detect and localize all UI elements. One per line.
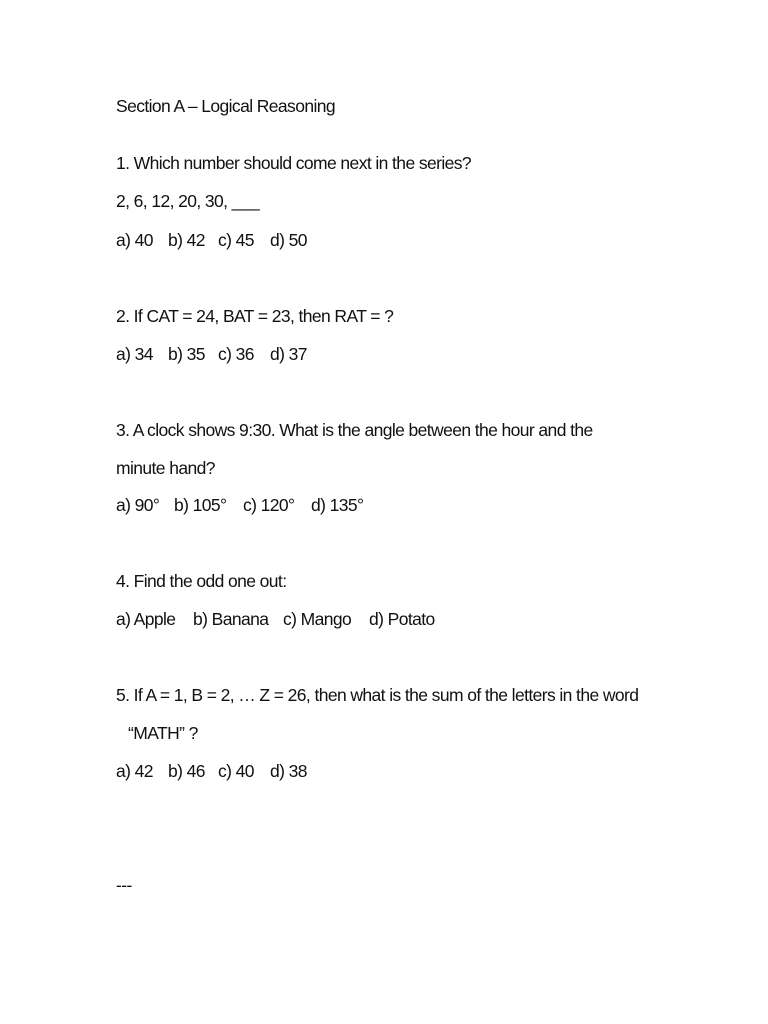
option-c: c) 36 (218, 344, 254, 364)
question-2-options (116, 343, 307, 365)
question-2-text: 2. If CAT = 24, BAT = 23, then RAT = ? (116, 306, 394, 326)
option-d: d) 37 (270, 344, 307, 364)
question-1-options (116, 229, 307, 251)
option-b: b) 46 (168, 761, 205, 781)
option-a: a) 34 (116, 344, 153, 364)
option-b: b) 35 (168, 344, 205, 364)
question-3-options (116, 494, 363, 516)
option-a: a) 90° (116, 495, 160, 515)
question-1-text: 1. Which number should come next in the series? (116, 153, 472, 173)
option-a: a) 42 (116, 761, 153, 781)
option-b: b) 105° (174, 495, 227, 515)
question-4-options (116, 608, 435, 630)
option-d: d) Potato (369, 609, 435, 629)
option-d: d) 135° (311, 495, 364, 515)
option-a: a) 40 (116, 230, 153, 250)
option-c: c) 120° (243, 495, 295, 515)
option-b: b) 42 (168, 230, 205, 250)
question-5-text-line1: 5. If A = 1, B = 2, … Z = 26, then what is the sum of the letters in the word (116, 685, 639, 705)
option-a: a) Apple (116, 609, 176, 629)
question-5-options (116, 760, 307, 782)
question-5-text-line2: “MATH” ? (128, 723, 198, 743)
option-c: c) Mango (283, 609, 352, 629)
question-3-text-line2: minute hand? (116, 458, 215, 478)
option-d: d) 38 (270, 761, 307, 781)
option-b: b) Banana (193, 609, 269, 629)
option-c: c) 40 (218, 761, 254, 781)
question-1-series: 2, 6, 12, 20, 30, ___ (116, 191, 260, 211)
section-heading: Section A – Logical Reasoning (116, 96, 336, 116)
section-separator: --- (116, 875, 132, 895)
option-d: d) 50 (270, 230, 307, 250)
option-c: c) 45 (218, 230, 254, 250)
question-3-text-line1: 3. A clock shows 9:30. What is the angle between the hour and the (116, 420, 593, 440)
question-4-text: 4. Find the odd one out: (116, 571, 287, 591)
